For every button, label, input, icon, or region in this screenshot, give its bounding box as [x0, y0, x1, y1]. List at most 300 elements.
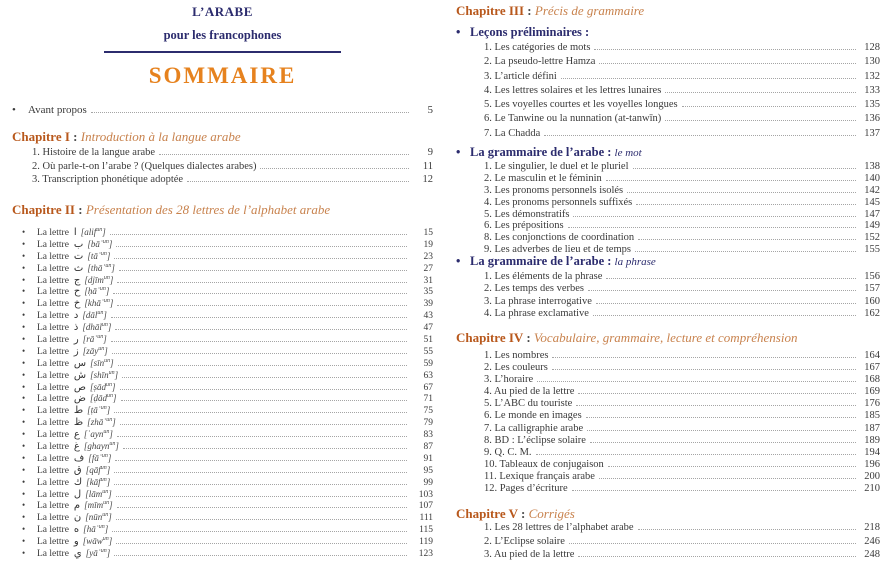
arabic-letter: غ: [73, 441, 80, 453]
bullet-icon: •: [22, 488, 26, 499]
section-phrase-subtitle: la phrase: [614, 256, 656, 268]
transliteration: [82, 310, 107, 320]
toc-entry: [456, 113, 880, 127]
letter-name: khāʾ: [87, 298, 104, 309]
toc-entry: [456, 483, 880, 495]
letter-entry: [12, 346, 433, 358]
toc-entry: [456, 398, 880, 410]
arabic-letter: ذ: [73, 322, 79, 334]
nunation-superscript: un: [103, 429, 110, 436]
dot-leader: [114, 472, 407, 473]
nunation-superscript: un: [100, 548, 107, 555]
arabic-letter: ج: [73, 274, 81, 286]
chapter-4-heading: [456, 330, 880, 346]
dot-leader: [578, 556, 856, 557]
letter-entry: [12, 286, 433, 298]
toc-entry: [456, 128, 880, 142]
nunation-superscript: un: [102, 512, 109, 519]
bracket-open: [: [80, 227, 85, 237]
toc-entry-label: 10. Tableaux de conjugaison: [484, 458, 604, 470]
letter-entry-label: La lettre: [37, 537, 69, 548]
letter-entry: [12, 298, 433, 310]
letter-name: djīm: [87, 274, 104, 285]
toc-entry-label: 4. Les lettres solaires et les lettres lunaires: [484, 84, 662, 96]
dot-leader: [122, 377, 407, 378]
toc-entry-label: 11. Lexique français arabe: [484, 470, 595, 482]
chapter-3-title: Précis de grammaire: [534, 3, 645, 18]
nunation-superscript: un: [101, 452, 108, 459]
dot-leader: [110, 234, 407, 235]
section-phrase-items: [456, 271, 880, 320]
letter-entry: [12, 358, 433, 370]
bullet-icon: •: [22, 417, 26, 428]
letter-entry: [12, 500, 433, 512]
page-number: 185: [864, 410, 880, 422]
bracket-close: ]: [112, 381, 116, 392]
dot-leader: [117, 436, 407, 437]
page-number: 128: [864, 42, 880, 53]
dot-leader: [120, 389, 407, 390]
bracket-close: ]: [106, 464, 111, 475]
toc-entry-label: 3. Au pied de la lettre: [484, 549, 575, 560]
bullet-icon: •: [22, 286, 26, 297]
toc-entry-label: 4. Au pied de la lettre: [484, 386, 575, 398]
toc-entry-label: 9. Les adverbes de lieu et de temps: [484, 244, 631, 256]
toc-entry: [12, 104, 433, 118]
page-number: 59: [423, 358, 433, 369]
page-number: 99: [423, 477, 433, 488]
bracket-close: ]: [105, 286, 110, 297]
transliteration: [85, 489, 112, 499]
letter-entry: [12, 334, 433, 346]
letter-entry: [12, 465, 433, 477]
bullet-icon: •: [22, 250, 26, 261]
arabic-letter: ص: [73, 381, 87, 393]
toc-entry: [456, 232, 880, 244]
bullet-icon: •: [22, 310, 26, 321]
letter-entry: [12, 382, 433, 394]
page-number: 157: [864, 283, 880, 295]
bracket-close: ]: [103, 334, 107, 345]
transliteration: [81, 227, 106, 237]
dot-leader: [682, 106, 856, 107]
letter-entry: [12, 239, 433, 251]
bracket-close: ]: [109, 429, 113, 440]
letter-entry: [12, 370, 433, 382]
bullet-icon: •: [22, 298, 26, 309]
arabic-letter: ر: [73, 334, 79, 346]
toc-entry-label: 2. L’Eclipse solaire: [484, 535, 565, 547]
bracket-open: [: [90, 357, 94, 368]
dot-leader: [606, 278, 856, 279]
toc-entry-label: 2. La pseudo-lettre Hamza: [484, 56, 596, 68]
toc-entry: [456, 283, 880, 295]
front-matter: [12, 104, 433, 118]
letter-name: ṣād: [93, 381, 107, 392]
dot-leader: [115, 329, 407, 330]
toc-entry: [456, 42, 880, 56]
page-number: 47: [423, 323, 433, 334]
letter-entry-label: La lettre: [37, 263, 69, 274]
arabic-letter: ق: [73, 464, 82, 476]
page-number: 71: [423, 394, 433, 405]
letter-entry: [12, 417, 433, 429]
letter-entry: [12, 429, 433, 441]
letter-name: alif: [84, 227, 97, 237]
page-number: 156: [864, 271, 880, 282]
page-number: 132: [864, 70, 880, 82]
letter-name: ʿayn: [87, 429, 104, 440]
toc-entry: [456, 410, 880, 422]
page-number: 111: [419, 513, 433, 524]
dot-leader: [569, 543, 856, 544]
bracket-open: [: [83, 441, 88, 452]
nunation-superscript: un: [101, 322, 108, 329]
dot-leader: [119, 270, 407, 271]
toc-entry: [12, 147, 433, 161]
nunation-superscript: un: [103, 298, 110, 305]
page-number: 5: [427, 104, 433, 116]
toc-entry: [456, 386, 880, 398]
bullet-icon: •: [22, 357, 26, 368]
page-number: 147: [864, 208, 880, 220]
bullet-icon: •: [22, 369, 26, 380]
bracket-open: [: [86, 476, 90, 487]
toc-entry: [456, 220, 880, 232]
bracket-close: ]: [106, 250, 111, 261]
dot-leader: [578, 393, 856, 394]
bracket-close: ]: [106, 548, 111, 559]
bracket-open: [: [90, 393, 94, 404]
arabic-letter: س: [73, 357, 87, 369]
bracket-close: ]: [108, 512, 112, 523]
arabic-letter: ح: [73, 286, 81, 298]
page-number: 87: [423, 442, 433, 453]
transliteration: [83, 536, 113, 546]
bracket-close: ]: [109, 298, 114, 309]
toc-entry-label: 5. Les voyelles courtes et les voyelles longues: [484, 99, 678, 111]
letter-entry-label: La lettre: [37, 382, 69, 393]
letter-name: ḥāʾ: [87, 286, 100, 297]
bracket-close: ]: [113, 393, 117, 404]
toc-entry: [456, 56, 880, 70]
letter-entry: [12, 489, 433, 501]
dot-leader: [114, 484, 407, 485]
colon-separator: :: [69, 129, 81, 144]
dot-leader: [118, 365, 407, 366]
letter-entry-label: La lettre: [37, 239, 69, 250]
page-header: [12, 4, 433, 89]
transliteration: [83, 524, 108, 534]
letter-entry-label: La lettre: [37, 299, 69, 310]
transliteration: [86, 477, 110, 487]
transliteration: [88, 453, 111, 463]
arabic-letter: ه: [73, 524, 80, 536]
letter-name: thāʾ: [90, 262, 106, 273]
bracket-open: [: [87, 262, 91, 273]
dot-leader: [116, 543, 407, 544]
page-number: 133: [864, 84, 880, 96]
letter-entry-label: La lettre: [37, 251, 69, 262]
letter-entry-label: La lettre: [37, 275, 69, 286]
letter-name: qāf: [89, 464, 101, 475]
letter-name: dāl: [85, 310, 98, 321]
bracket-close: ]: [112, 417, 116, 428]
transliteration: [84, 441, 119, 451]
letter-name: wāw: [86, 536, 103, 547]
bullet-icon: •: [22, 429, 26, 440]
nunation-superscript: un: [105, 262, 112, 269]
page-number: 135: [864, 99, 880, 111]
page-number: 39: [423, 299, 433, 310]
letter-entry: [12, 524, 433, 536]
page-number: 140: [864, 172, 880, 184]
page-number: 218: [864, 522, 880, 533]
letter-entry: [12, 275, 433, 287]
bracket-open: [: [82, 345, 87, 356]
arabic-letter: ط: [73, 405, 84, 417]
page-number: 115: [419, 525, 433, 536]
dot-leader: [552, 369, 856, 370]
arabic-letter: م: [73, 500, 81, 512]
section-phrase-heading: [456, 254, 880, 269]
book-title: L’ARABE: [192, 4, 253, 19]
bracket-open: [: [85, 488, 89, 499]
chapter-5-label: Chapitre V: [456, 506, 518, 521]
toc-entry-label: 1. Les 28 lettres de l’alphabet arabe: [484, 522, 634, 533]
bracket-close: ]: [115, 441, 119, 452]
toc-entry-label: 6. Les prépositions: [484, 220, 564, 232]
page-number: 176: [864, 398, 880, 410]
toc-entry: [456, 209, 880, 221]
dot-leader: [599, 478, 856, 479]
letter-entry-label: La lettre: [37, 442, 69, 453]
page-number: 79: [423, 418, 433, 429]
bullet-icon: •: [456, 145, 461, 159]
transliteration: [86, 548, 111, 558]
toc-entry-label: 8. Les conjonctions de coordination: [484, 232, 635, 244]
transliteration: [84, 286, 109, 296]
bullet-icon: •: [22, 405, 26, 416]
letter-name: nūn: [88, 512, 103, 523]
letter-entry-label: La lettre: [37, 311, 69, 322]
section-mot-items: [456, 161, 880, 256]
letter-entry-label: La lettre: [37, 406, 69, 417]
dot-leader: [665, 92, 856, 93]
letter-entry: [12, 227, 433, 239]
toc-entry: [456, 71, 880, 85]
toc-entry: [456, 435, 880, 447]
page-number: 189: [864, 434, 880, 446]
letter-entry: [12, 477, 433, 489]
transliteration: [87, 405, 110, 415]
nunation-superscript: un: [100, 250, 107, 257]
page-number: 164: [864, 350, 880, 361]
bracket-open: [: [84, 500, 88, 511]
toc-entry: [456, 185, 880, 197]
arabic-letter: ث: [73, 262, 84, 274]
dot-leader: [576, 405, 856, 406]
toc-entry-label: 1. Le singulier, le duel et le pluriel: [484, 161, 629, 172]
page-number: 155: [864, 244, 880, 256]
letter-entry: [12, 405, 433, 417]
dot-leader: [572, 490, 856, 491]
bracket-open: [: [90, 369, 94, 380]
bullet-icon: •: [22, 322, 26, 333]
toc-entry-label: 9. Q. C. M.: [484, 446, 532, 458]
letter-name: zāy: [86, 345, 99, 356]
bracket-open: [: [84, 298, 88, 309]
page-number: 55: [423, 346, 433, 357]
letter-entry-label: La lettre: [37, 346, 69, 357]
page-number: 246: [864, 535, 880, 547]
arabic-letter: ت: [73, 250, 84, 262]
chapter-4-title: Vocabulaire, grammaire, lecture et compréhension: [533, 330, 798, 345]
bullet-icon: •: [22, 262, 26, 273]
letter-name: mīm: [87, 500, 104, 511]
dot-leader: [588, 290, 856, 291]
page-number: 248: [864, 549, 880, 560]
bullet-icon: •: [22, 512, 26, 523]
dot-leader: [111, 341, 407, 342]
bracket-close: ]: [106, 405, 111, 416]
letter-entry-label: La lettre: [37, 489, 69, 500]
arabic-letter: د: [73, 310, 79, 322]
letter-name: kāf: [89, 476, 101, 487]
toc-entry: [456, 296, 880, 308]
transliteration: [84, 500, 113, 510]
page-number: 196: [864, 458, 880, 470]
letter-name: tāʾ: [90, 250, 101, 261]
toc-entry: [456, 173, 880, 185]
toc-entry: [456, 471, 880, 483]
arabic-letter: ك: [73, 476, 83, 488]
bracket-open: [: [85, 464, 90, 475]
chapter-5-title: Corrigés: [528, 506, 575, 521]
bracket-close: ]: [111, 262, 115, 273]
letter-entry-label: La lettre: [37, 501, 69, 512]
toc-entry-label: 4. Les pronoms personnels suffixés: [484, 196, 633, 208]
dot-leader: [599, 63, 856, 64]
page-number: 142: [864, 184, 880, 196]
page-number: 149: [864, 220, 880, 232]
bullet-icon: •: [22, 548, 26, 559]
toc-entry: [12, 161, 433, 175]
bullet-icon: •: [22, 274, 26, 285]
page-number: 152: [864, 232, 880, 244]
dot-leader: [117, 282, 407, 283]
page-number: 11: [422, 160, 433, 172]
nunation-superscript: un: [103, 274, 110, 281]
dot-leader: [606, 180, 856, 181]
letter-entry: [12, 453, 433, 465]
letter-name: sīn: [93, 357, 105, 368]
nunation-superscript: un: [100, 476, 107, 483]
page-number: 35: [423, 287, 433, 298]
page-number: 137: [864, 127, 880, 139]
bracket-open: [: [90, 381, 94, 392]
letter-name: lām: [88, 488, 103, 499]
bracket-close: ]: [107, 452, 112, 463]
colon-separator: :: [523, 330, 534, 345]
bullet-icon: •: [12, 104, 16, 116]
arabic-letter: ا: [73, 227, 77, 238]
chapter-1-heading: [12, 129, 433, 145]
transliteration: [85, 512, 112, 522]
letter-entry-label: La lettre: [37, 549, 69, 560]
letter-entry-label: La lettre: [37, 370, 69, 381]
letter-name: fāʾ: [91, 452, 102, 463]
chapter-3-heading: [456, 3, 880, 19]
page-number: 103: [418, 489, 433, 500]
letter-entry: [12, 536, 433, 548]
transliteration: [90, 382, 116, 392]
toc-entry-label: 1. Les nombres: [484, 350, 549, 361]
transliteration: [84, 429, 113, 439]
transliteration: [90, 393, 117, 403]
transliteration: [87, 251, 110, 261]
nunation-superscript: un: [104, 357, 111, 364]
letter-entry: [12, 441, 433, 453]
toc-entry-label: 3. Transcription phonétique adoptée: [32, 174, 184, 186]
letter-entry: [12, 263, 433, 275]
section-phrase-title: La grammaire de l’arabe :: [470, 254, 612, 268]
dot-leader: [573, 216, 856, 217]
letter-entry: [12, 251, 433, 263]
toc-entry-label: Avant propos: [28, 104, 87, 116]
bracket-open: [: [82, 536, 87, 547]
dot-leader: [536, 454, 856, 455]
bullet-icon: •: [22, 441, 26, 452]
toc-entry-label: 8. BD : L’éclipse solaire: [484, 434, 586, 446]
dot-leader: [627, 192, 856, 193]
bracket-open: [: [85, 512, 89, 523]
page-number: 75: [423, 406, 433, 417]
letter-name: hāʾ: [86, 524, 99, 535]
transliteration: [87, 417, 116, 427]
page-number: 23: [423, 251, 433, 262]
nunation-superscript: un: [109, 441, 116, 448]
chapter-2-label: Chapitre II: [12, 202, 75, 217]
letter-name: ḍād: [93, 393, 108, 404]
bracket-open: [: [87, 417, 91, 428]
bracket-open: [: [87, 250, 91, 261]
bullet-icon: •: [22, 393, 26, 404]
chapter-2-title: Présentation des 28 lettres de l’alphabet arabe: [85, 202, 331, 217]
toc-entry-label: 3. L’article défini: [484, 70, 557, 82]
page-number: 130: [864, 56, 880, 68]
section-lecons-title: Leçons préliminaires :: [470, 25, 590, 39]
transliteration: [90, 358, 114, 368]
nunation-superscript: un: [107, 393, 114, 400]
chapter-5-items: [456, 522, 880, 563]
page-number: 168: [864, 374, 880, 386]
bracket-open: [: [87, 405, 91, 416]
toc-entry: [456, 459, 880, 471]
toc-entry-label: 12. Pages d’écriture: [484, 483, 568, 495]
bullet-icon: •: [22, 464, 26, 475]
page-number: 63: [423, 370, 433, 381]
toc-entry-label: 3. L’horaire: [484, 374, 534, 386]
page-number: 95: [423, 465, 433, 476]
toc-entry-label: 2. Où parle-t-on l’arabe ? (Quelques dialectes arabes): [32, 160, 257, 172]
bracket-open: [: [83, 524, 87, 535]
bracket-open: [: [84, 286, 88, 297]
dot-leader: [638, 529, 856, 530]
toc-entry: [456, 549, 880, 563]
right-column: [456, 0, 880, 565]
letter-name: shīn: [93, 369, 109, 380]
